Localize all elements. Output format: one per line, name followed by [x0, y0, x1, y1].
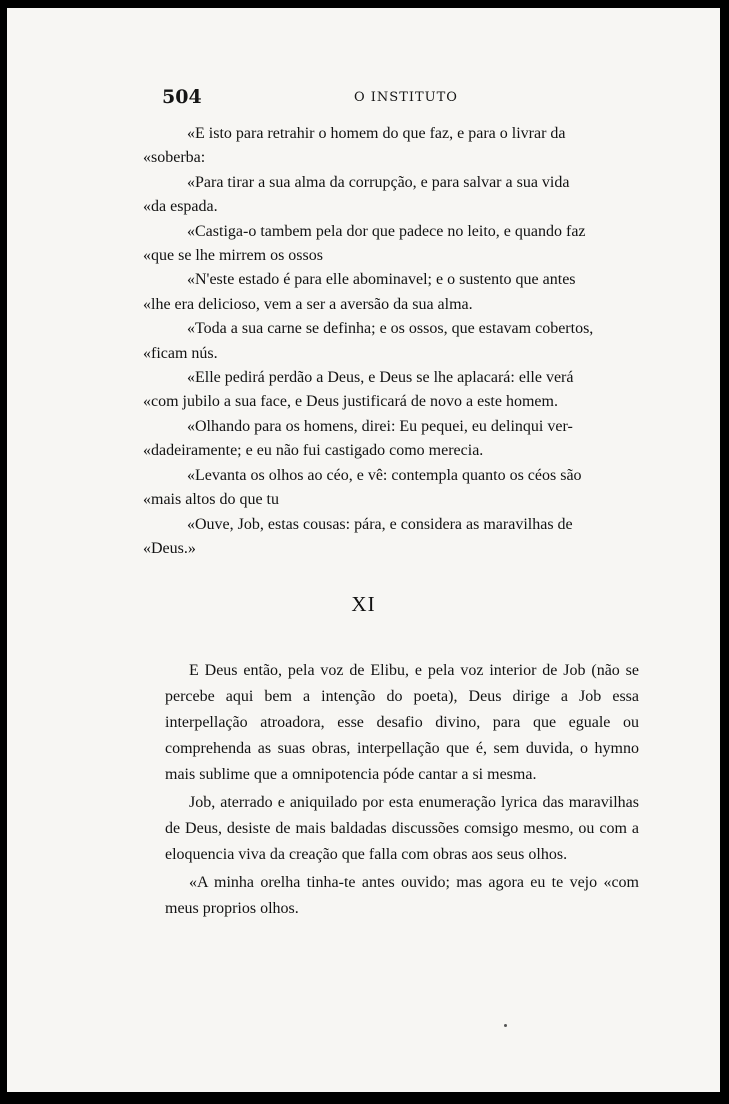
verse-paragraph	[143, 220, 639, 269]
verse-line: «ficam nús.	[143, 344, 218, 362]
verse-paragraph	[143, 171, 639, 220]
verse-line: «com jubilo a sua face, e Deus justificará de novo a este homem.	[143, 393, 558, 411]
page-number: 504	[162, 86, 202, 108]
verse-line: «da espada.	[143, 198, 218, 216]
verse-paragraph	[143, 366, 639, 415]
running-head: O INSTITUTO	[354, 90, 458, 105]
verse-line: «Ouve, Job, estas cousas: pára, e considera as maravilhas de	[187, 515, 573, 533]
verse-paragraph	[143, 268, 639, 317]
verse-line: «lhe era delicioso, vem a ser a aversão da sua alma.	[143, 295, 473, 313]
verse-line: «E isto para retrahir o homem do que faz, e para o livrar da	[187, 125, 566, 142]
page-header	[162, 86, 642, 112]
verse-line: «mais altos do que tu	[143, 491, 279, 509]
verse-line: «dadeiramente; e eu não fui castigado como merecia.	[143, 442, 484, 460]
verse-paragraph	[143, 317, 639, 366]
verse-paragraph	[143, 513, 639, 562]
verse-line: «soberba:	[143, 149, 206, 167]
verse-paragraph	[143, 464, 639, 513]
section-heading: XI	[351, 592, 376, 616]
verse-line: «N'este estado é para elle abominavel; e o sustento que antes	[187, 271, 576, 289]
prose-paragraph: E Deus então, pela voz de Elibu, e pela voz interior de Job (não se percebe aqui bem a intenção do poeta), Deus dirige a Job essa interpellação atroadora, esse desafio divino, para que eguale ou comprehenda as suas obras, interpellação que é, sem duvida, o hymno mais sublime que a omnipotencia póde cantar a si mesma.	[165, 662, 639, 783]
verse-line: «Castiga-o tambem pela dor que padece no leito, e quando faz	[187, 222, 586, 240]
ink-speck	[504, 1024, 507, 1027]
prose-paragraph: «A minha orelha tinha-te antes ouvido; mas agora eu te vejo «com meus proprios olhos.	[165, 874, 639, 917]
verse-line: «Deus.»	[143, 539, 196, 557]
verse-block	[143, 122, 639, 561]
verse-line: «Elle pedirá perdão a Deus, e Deus se lhe aplacará: elle verá	[187, 369, 574, 387]
verse-line: «Levanta os olhos ao céo, e vê: contempla quanto os céos são	[187, 466, 582, 484]
book-page	[7, 8, 720, 1092]
verse-paragraph	[143, 122, 639, 171]
verse-line: «Para tirar a sua alma da corrupção, e para salvar a sua vida	[187, 173, 570, 191]
verse-line: «que se lhe mirrem os ossos	[143, 247, 323, 265]
prose-paragraph: Job, aterrado e aniquilado por esta enumeração lyrica das maravilhas de Deus, desiste de mais baldadas discussões comsigo mesmo, ou com a eloquencia viva da creação que falla com obras aos seus olhos.	[165, 794, 639, 863]
verse-paragraph	[143, 415, 639, 464]
prose-block	[165, 658, 639, 922]
verse-line: «Olhando para os homens, direi: Eu pequei, eu delinqui ver-	[187, 417, 573, 435]
verse-line: «Toda a sua carne se definha; e os ossos, que estavam cobertos,	[187, 320, 594, 338]
